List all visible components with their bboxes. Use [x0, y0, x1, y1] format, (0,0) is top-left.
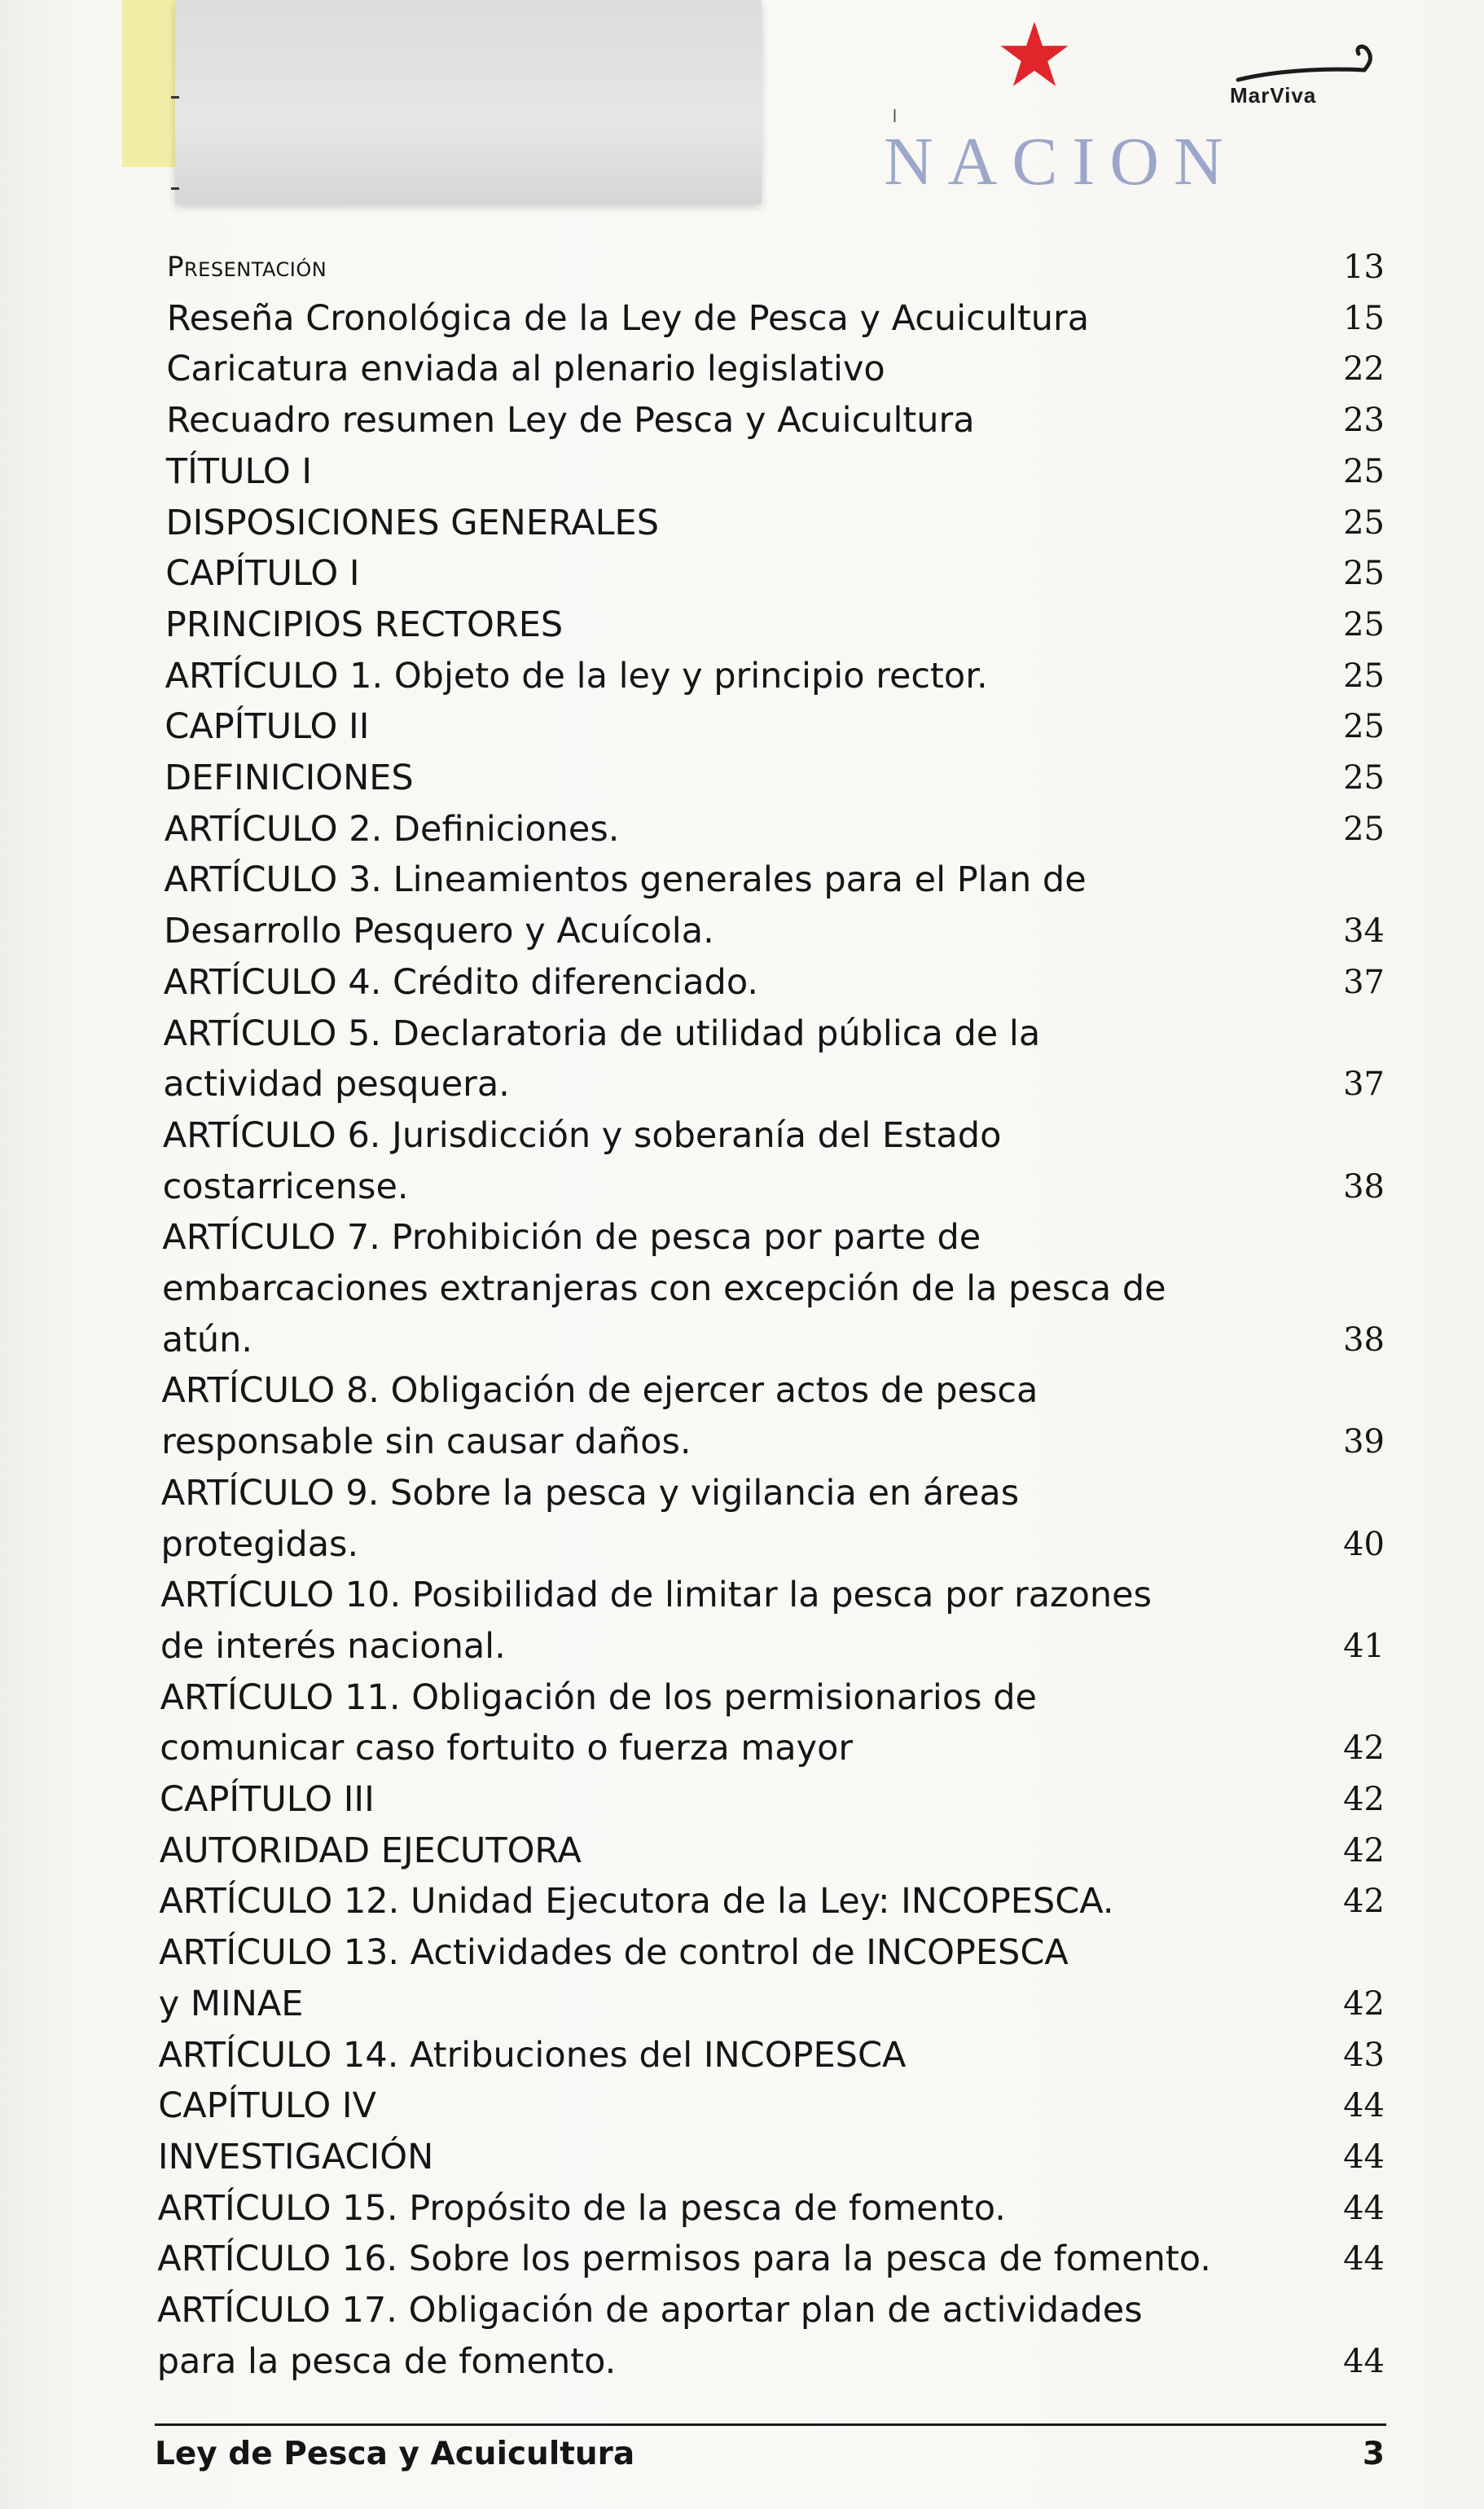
toc-entry-page: 44: [1343, 2087, 1385, 2125]
toc-entry-page: 44: [1343, 2342, 1385, 2380]
toc-entry-text: costarricense.: [162, 1166, 409, 1207]
toc-entry-page: 25: [1343, 605, 1385, 644]
footer-book-title: Ley de Pesca y Acuicultura: [155, 2436, 635, 2472]
toc-entry-page: 39: [1343, 1423, 1385, 1461]
toc-entry-page: 25: [1343, 452, 1385, 490]
toc-entry-text: Caricatura enviada al plenario legislativo: [166, 349, 885, 390]
toc-entry-page: 15: [1343, 299, 1385, 337]
toc-entry-text: ARTÍCULO 11. Obligación de los permisionarios de: [160, 1676, 1037, 1718]
toc-entry-page: 44: [1343, 2240, 1385, 2278]
toc-entry-text: ARTÍCULO 12. Unidad Ejecutora de la Ley: INCOPESCA.: [159, 1881, 1114, 1922]
toc-entry-text: ARTÍCULO 14. Atribuciones del INCOPESCA: [158, 2034, 907, 2076]
toc-entry-page: 43: [1343, 2036, 1385, 2074]
toc-entry-page: 25: [1343, 810, 1385, 848]
toc-entry-page: 25: [1343, 708, 1385, 746]
toc-entry-page: 42: [1343, 1781, 1385, 1818]
toc-entry-page: 25: [1343, 555, 1385, 593]
faded-stamp-text: NACION: [884, 124, 1238, 200]
toc-entry-text: ARTÍCULO 10. Posibilidad de limitar la pesca por razones: [160, 1575, 1153, 1616]
toc-entry-page: 22: [1343, 350, 1385, 389]
toc-entry-text: ARTÍCULO 8. Obligación de ejercer actos de pesca: [161, 1370, 1038, 1412]
toc-entry-text: PRINCIPIOS RECTORES: [165, 604, 564, 645]
toc-entry-text: embarcaciones extranjeras con excepción de la pesca de: [162, 1268, 1166, 1309]
toc-entry-text: ARTÍCULO 15. Propósito de la pesca de fomento.: [157, 2187, 1006, 2229]
toc-entry-text: ARTÍCULO 6. Jurisdicción y soberanía del Estado: [162, 1114, 1002, 1156]
toc-entry-text: de interés nacional.: [160, 1625, 506, 1667]
toc-entry-text: ARTÍCULO 16. Sobre los permisos para la pesca de fomento.: [157, 2239, 1211, 2280]
toc-entry-text: CAPÍTULO III: [160, 1779, 375, 1820]
toc-entry-text: responsable sin causar daños.: [161, 1421, 692, 1463]
toc-entry-page: 42: [1343, 1984, 1385, 2023]
footer-rule: [155, 2423, 1386, 2426]
toc-entry-page: 44: [1343, 2138, 1385, 2176]
toc-entry-text: CAPÍTULO IV: [158, 2085, 377, 2127]
toc-entry-page: 25: [1343, 759, 1385, 797]
toc-entry-text: ARTÍCULO 5. Declaratoria de utilidad pública de la: [163, 1013, 1041, 1054]
marviva-logo-text: MarViva: [1230, 83, 1317, 108]
toc-entry-page: 42: [1343, 1831, 1385, 1870]
toc-entry-page: 38: [1343, 1320, 1385, 1359]
toc-entry-page: 34: [1343, 912, 1385, 951]
toc-entry-page: 42: [1343, 1729, 1385, 1768]
toc-entry-text: Reseña Cronológica de la Ley de Pesca y Acuicultura: [166, 297, 1090, 339]
toc-entry-text: ARTÍCULO 3. Lineamientos generales para el Plan de: [164, 859, 1087, 901]
toc-entry-text: CAPÍTULO II: [165, 706, 370, 748]
toc-entry-page: 40: [1343, 1525, 1385, 1563]
toc-entry-text: ARTÍCULO 9. Sobre la pesca y vigilancia en áreas: [160, 1472, 1020, 1514]
toc-entry-page: 44: [1343, 2189, 1385, 2227]
toc-entry-page: 25: [1343, 503, 1385, 542]
toc-entry-page: 23: [1343, 402, 1385, 440]
toc-entry-text: INVESTIGACIÓN: [157, 2136, 434, 2177]
toc-entry-text: atún.: [161, 1319, 253, 1360]
toc-entry-text: ARTÍCULO 1. Objeto de la ley y principio rector.: [165, 655, 988, 696]
toc-entry-text: DISPOSICIONES GENERALES: [165, 502, 659, 543]
toc-entry-page: 42: [1343, 1883, 1385, 1921]
toc-entry-text: Recuadro resumen Ley de Pesca y Acuicultura: [166, 400, 975, 442]
toc-entry-page: 25: [1343, 657, 1385, 695]
toc-entry-text: Desarrollo Pesquero y Acuícola.: [164, 911, 714, 952]
footer-page-number: 3: [1362, 2436, 1385, 2472]
toc-entry-text: actividad pesquera.: [163, 1064, 510, 1105]
toc-entry-text: ARTÍCULO 17. Obligación de aportar plan de actividades: [157, 2290, 1143, 2331]
toc-entry-page: 41: [1343, 1627, 1385, 1665]
toc-entry-text: ARTÍCULO 13. Actividades de control de INCOPESCA: [159, 1932, 1069, 1974]
toc-entry-text: Presentación: [167, 251, 327, 283]
toc-entry-text: para la pesca de fomento.: [156, 2340, 617, 2382]
toc-entry-page: 37: [1343, 963, 1385, 1001]
toc-entry-text: protegidas.: [160, 1523, 359, 1565]
toc-entry-page: 38: [1343, 1167, 1385, 1206]
toc-entry-text: DEFINICIONES: [165, 758, 414, 798]
toc-entry-text: AUTORIDAD EJECUTORA: [159, 1830, 582, 1871]
toc-entry-text: ARTÍCULO 7. Prohibición de pesca por parte de: [162, 1217, 981, 1259]
toc-entry-text: ARTÍCULO 2. Definiciones.: [164, 808, 620, 850]
sticky-note-mark: l: [893, 106, 897, 126]
toc-entry-page: 13: [1343, 248, 1385, 286]
toc-entry-page: 37: [1343, 1066, 1385, 1104]
toc-entry-text: comunicar caso fortuito o fuerza mayor: [160, 1728, 854, 1769]
toc-entry-text: TÍTULO I: [165, 450, 313, 492]
toc-entry-text: ARTÍCULO 4. Crédito diferenciado.: [163, 961, 759, 1003]
toc-entry-text: y MINAE: [158, 1983, 304, 2024]
toc-entry-text: CAPÍTULO I: [165, 553, 360, 595]
